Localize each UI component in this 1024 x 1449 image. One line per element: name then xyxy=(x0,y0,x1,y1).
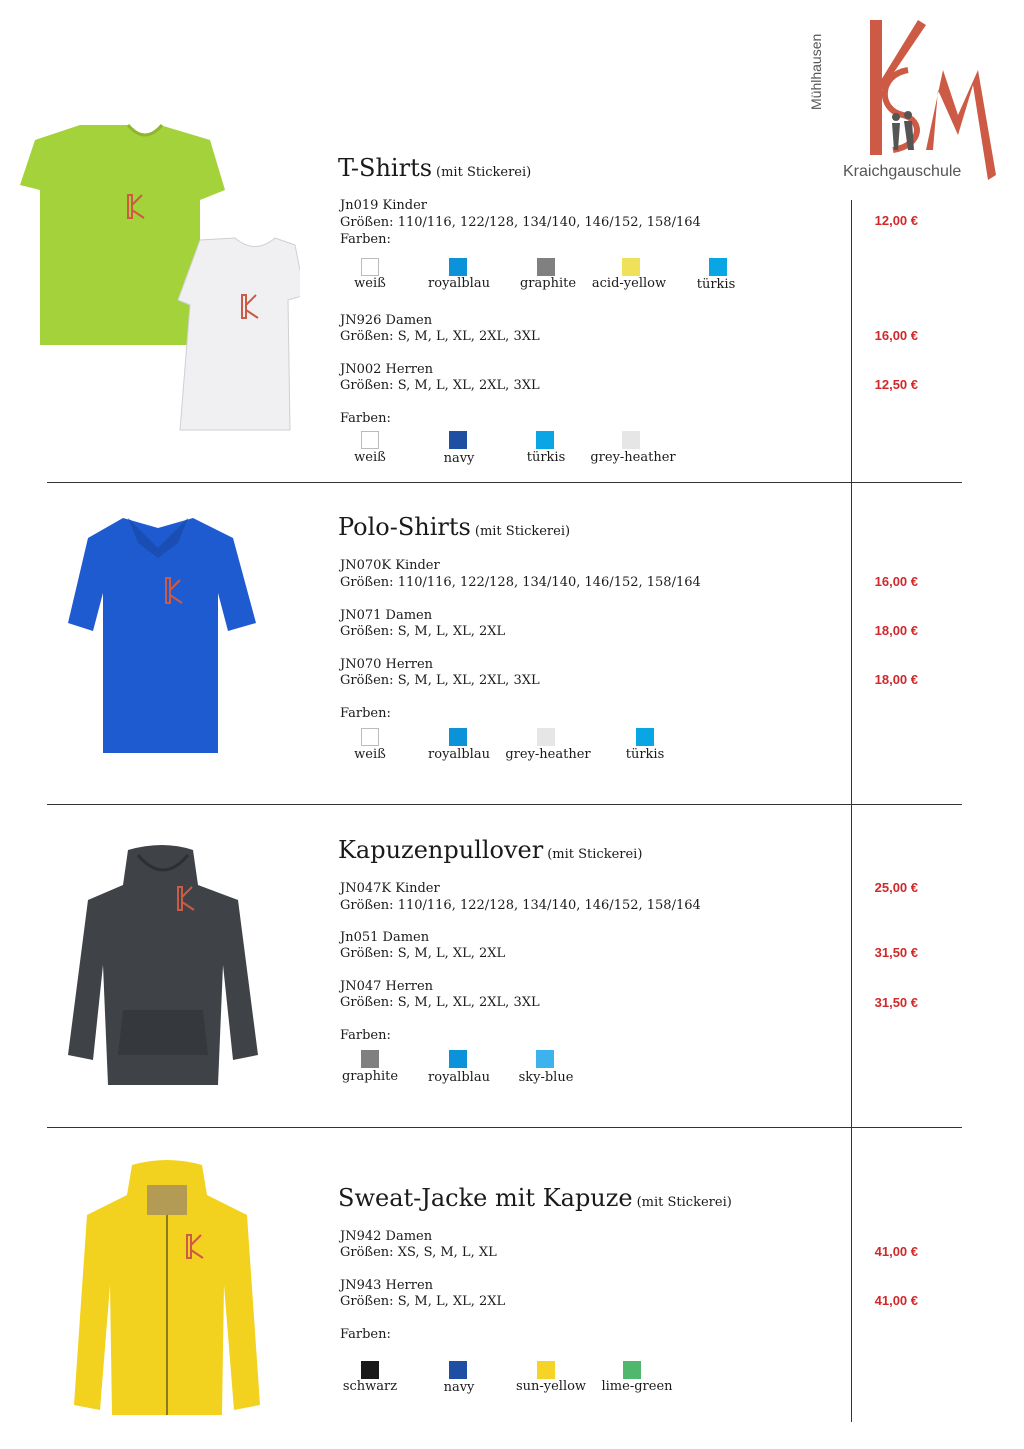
product-sizes: Größen: S, M, L, XL, 2XL, 3XL xyxy=(340,378,540,393)
swatch-label: lime-green xyxy=(601,1379,673,1394)
tshirt-image xyxy=(20,120,300,444)
product-code: JN943 Herren xyxy=(340,1278,434,1293)
product-price: 12,00 € xyxy=(874,213,918,228)
color-swatch xyxy=(361,431,379,449)
product-code: JN926 Damen xyxy=(340,313,433,328)
price-column-divider xyxy=(851,200,852,1422)
swatch-label: schwarz xyxy=(342,1379,398,1394)
logo-line1: Mühlhausen xyxy=(808,33,824,110)
colors-label: Farben: xyxy=(340,232,391,247)
color-swatch xyxy=(536,431,554,449)
color-swatch xyxy=(537,1361,555,1379)
section-divider xyxy=(47,1127,962,1128)
swatch-label: sky-blue xyxy=(518,1070,574,1085)
product-price: 41,00 € xyxy=(874,1244,918,1259)
color-swatch xyxy=(623,1361,641,1379)
product-price: 31,50 € xyxy=(874,945,918,960)
product-code: JN070K Kinder xyxy=(340,558,440,573)
color-swatch xyxy=(449,1361,467,1379)
product-price: 16,00 € xyxy=(874,328,918,343)
swatch-label: weiß xyxy=(354,747,386,762)
color-swatch xyxy=(449,1050,467,1068)
swatch-label: weiß xyxy=(354,276,386,291)
colors-label: Farben: xyxy=(340,411,391,426)
color-swatch xyxy=(537,258,555,276)
swatch-label: türkis xyxy=(625,747,665,762)
product-sizes: Größen: S, M, L, XL, 2XL xyxy=(340,946,506,961)
color-swatch xyxy=(361,1050,379,1068)
swatch-label: navy xyxy=(443,1380,475,1395)
product-sizes: Größen: S, M, L, XL, 2XL, 3XL xyxy=(340,673,540,688)
product-code: JN070 Herren xyxy=(340,657,434,672)
school-logo xyxy=(808,15,998,185)
product-sizes: Größen: 110/116, 122/128, 134/140, 146/152, 158/164 xyxy=(340,575,701,590)
colors-label: Farben: xyxy=(340,706,391,721)
color-swatch xyxy=(636,728,654,746)
product-price: 25,00 € xyxy=(874,880,918,895)
polo-shirt-image xyxy=(68,513,258,767)
product-price: 18,00 € xyxy=(874,623,918,638)
color-swatch xyxy=(449,431,467,449)
section-title-sweat-jacket: Sweat-Jacke mit Kapuze (mit Stickerei) xyxy=(338,1184,732,1212)
product-sizes: Größen: S, M, L, XL, 2XL xyxy=(340,1294,506,1309)
section-title-tshirts: T-Shirts (mit Stickerei) xyxy=(338,154,532,182)
product-sizes: Größen: 110/116, 122/128, 134/140, 146/152, 158/164 xyxy=(340,898,701,913)
color-swatch xyxy=(537,728,555,746)
swatch-label: royalblau xyxy=(428,1070,490,1085)
color-swatch xyxy=(361,258,379,276)
product-sizes: Größen: 110/116, 122/128, 134/140, 146/152, 158/164 xyxy=(340,215,701,230)
swatch-label: grey-heather xyxy=(505,747,591,762)
color-swatch xyxy=(449,728,467,746)
swatch-label: royalblau xyxy=(428,276,490,291)
swatch-label: sun-yellow xyxy=(515,1379,587,1394)
ksm-logo-icon xyxy=(838,15,998,185)
product-price: 41,00 € xyxy=(874,1293,918,1308)
section-title-hoodie: Kapuzenpullover (mit Stickerei) xyxy=(338,836,643,864)
hoodie-image xyxy=(68,845,258,1094)
color-swatch xyxy=(361,1361,379,1379)
color-swatch xyxy=(709,258,727,276)
product-code: JN942 Damen xyxy=(340,1229,433,1244)
product-sizes: Größen: XS, S, M, L, XL xyxy=(340,1245,497,1260)
logo-line2: Kraichgauschule xyxy=(843,163,962,180)
product-price: 31,50 € xyxy=(874,995,918,1010)
colors-label: Farben: xyxy=(340,1028,391,1043)
product-sizes: Größen: S, M, L, XL, 2XL, 3XL xyxy=(340,329,540,344)
product-price: 16,00 € xyxy=(874,574,918,589)
product-code: Jn019 Kinder xyxy=(340,198,428,213)
color-swatch xyxy=(449,258,467,276)
swatch-label: graphite xyxy=(341,1069,399,1084)
swatch-label: türkis xyxy=(696,277,736,292)
section-divider xyxy=(47,804,962,805)
swatch-label: royalblau xyxy=(428,747,490,762)
product-sizes: Größen: S, M, L, XL, 2XL xyxy=(340,624,506,639)
swatch-label: navy xyxy=(443,451,475,466)
product-code: JN071 Damen xyxy=(340,608,433,623)
color-swatch xyxy=(622,258,640,276)
color-swatch xyxy=(361,728,379,746)
section-divider xyxy=(47,482,962,483)
swatch-label: acid-yellow xyxy=(591,276,667,291)
swatch-label: graphite xyxy=(519,276,577,291)
product-code: JN002 Herren xyxy=(340,362,434,377)
color-swatch xyxy=(622,431,640,449)
product-price: 12,50 € xyxy=(874,377,918,392)
product-code: JN047 Herren xyxy=(340,979,434,994)
swatch-label: weiß xyxy=(354,450,386,465)
product-price: 18,00 € xyxy=(874,672,918,687)
sweat-jacket-image xyxy=(72,1160,262,1424)
product-code: JN047K Kinder xyxy=(340,881,440,896)
colors-label: Farben: xyxy=(340,1327,391,1342)
swatch-label: türkis xyxy=(526,450,566,465)
color-swatch xyxy=(536,1050,554,1068)
product-code: Jn051 Damen xyxy=(340,930,430,945)
product-sizes: Größen: S, M, L, XL, 2XL, 3XL xyxy=(340,995,540,1010)
swatch-label: grey-heather xyxy=(590,450,676,465)
section-title-polo: Polo-Shirts (mit Stickerei) xyxy=(338,513,571,541)
